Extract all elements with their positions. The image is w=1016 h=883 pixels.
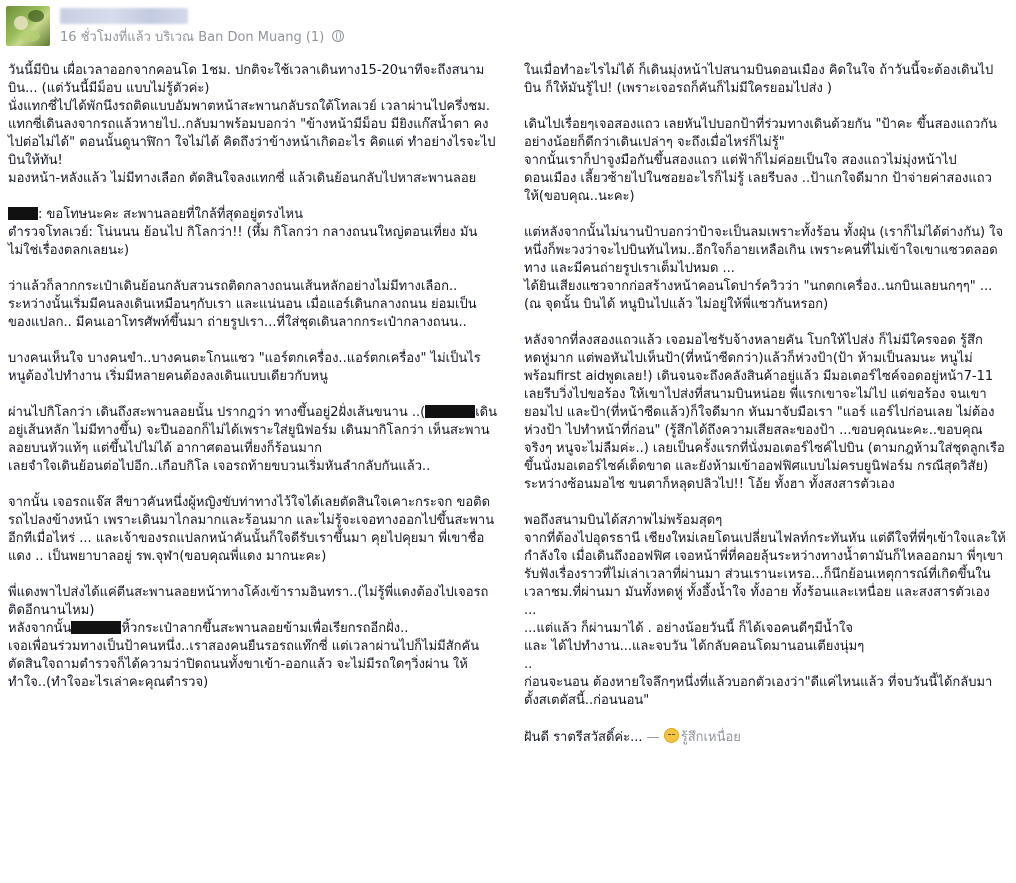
feeling-label[interactable]: รู้สึกเหนื่อย — [680, 730, 741, 745]
paragraph: ในเมื่อทำอะไรไม่ได้ ก็เดินมุ่งหน้าไปสนามบินดอนเมือง คิดในใจ ถ้าวันนี้จะต้องเดินไปบิน ก็ให้มันรู้ไป! (เพราะเจอรถก็คันก็ไม่มีใครยอมไปส่ง ) — [524, 63, 994, 96]
closing-text: ฝันดี ราตรีสวัสดิ์ค่ะ... — [524, 730, 643, 745]
post-meta — [60, 30, 344, 46]
paragraph: แต่หลังจากนั้นไม่นานป้าบอกว่าป้าจะเป็นลมเพราะทั้งร้อน ทั้งฝุ่น (เราก็ไม่ได้ต่างกัน) ใจหนึ่งก็พะวงว่าจะไปบินทันไหม..อีกใจก็อายเหลือเกิน เพราะคนที่ไม่เข้าใจเขาแซวตลอดทาง และมีคนถ่ายรูปเราเต็มไปหมด ... ได้ยินเสียงแซวจากก่อสร้างหน้าคอนโดปาร์ควิวว่า "นกตกเครื่อง..นกบินเลยนกๆๆ" ...(ณ จุดนั้น บินได้ หนูบินไปแล้ว ไม่อยู่ให้พี่แซวกันหรอก) — [524, 225, 1004, 312]
redacted-name — [425, 405, 475, 418]
post-text-left-column — [8, 62, 498, 692]
paragraph: จากนั้น เจอรถแจ๊ส สีขาวคันหนึ่งผู้หญิงขับท่าทางไว้ใจได้เลยตัดสินใจเคาะกระจก ขอติดรถไปลงข้างหน้า เพราะเดินมาไกลมากและร้อนมาก และไม่รู้จะเจอทางออกไปขึ้นสะพานอีกทีเมื่อไหร่ ... และเจ้าของรถแปลกหน้าคันนั้นก็ใจดีรับเราขึ้นมา คุยไปคุยมา พี่เขาชื่อแดง .. เป็นพยาบาลอยู่ รพ.จุฬา(ขอบคุณพี่แดง มากนะคะ) — [8, 495, 495, 564]
post-text-right-column — [524, 62, 1006, 747]
author-name-blurred[interactable] — [60, 8, 188, 24]
paragraph: บางคนเห็นใจ บางคนขำ..บางคนตะโกนแซว "แอร์ตกเครื่อง..แอร์ตกเครื่อง" ไม่เป็นไร หนูต้องไปทำงาน เริ่มมีหลายคนต้องลงเดินแบบเดียวกับหนู — [8, 351, 481, 384]
redacted-name — [71, 621, 121, 634]
paragraph: ผ่านไปกิโลกว่า เดินถึงสะพานลอยนั้น ปรากฎว่า ทางขึ้นอยู่2ฝั่งเส้นขนาน ..( เดินอยู่เส้นหลัก ไม่มีทางขึ้น) จะปีนออกก็ไม่ได้เพราะใส่ยูนิฟอร์ม เดินมากิโลกว่า เห็นสะพานลอยบนหัวแท้ๆ แต่ขึ้นไปไม่ได้ อากาศตอนเที่ยงก็ร้อนมาก เลยจำใจเดินย้อนต่อไปอีก..เกือบกิโล เจอรถท้ายขบวนเริ่มหันลำกลับกันแล้ว.. — [8, 405, 497, 474]
globe-icon[interactable] — [332, 30, 344, 42]
paragraph: : ขอโทษนะคะ สะพานลอยที่ใกล้ที่สุดอยู่ตรงไหน ตำรวจโทลเวย์: โน่นนน ย้อนไป กิโลกว่า!! (หึ้ม กิโลกว่า กลางถนนใหญ่ตอนเที่ยง มันไม่ใช่เรื่องตลกเลยนะ) — [8, 207, 478, 258]
author-avatar[interactable] — [6, 6, 50, 46]
paragraph: พี่แดงพาไปส่งได้แค่ตีนสะพานลอยหน้าทางโค้งเข้ารามอินทรา..(ไม่รู้พี่แดงต้องไปเจอรถติดอีกนานไหม) หลังจากนั้น หิ้วกระเป๋าลากขึ้นสะพานลอยข้ามเพื่อเรียกรถอีกฝั่ง.. เจอเพื่อนร่วมทางเป็นป้าคนหนึ่ง..เราสองคนยืนรอรถแท๊กซี่ แต่เวลาผ่านไปก็ไม่มีสักคัน ตัดสินใจถามตำรวจก็ได้ความว่าปิดถนนทั้งขาเข้า-ออกแล้ว จะไม่มีรถใดๆวิ่งผ่าน ให้ทำใจ..(ทำใจอะไรเล่าคะคุณตำรวจ) — [8, 585, 489, 690]
closing-line — [524, 728, 1006, 747]
paragraph: พอถึงสนามบินได้สภาพไม่พร้อมสุดๆ จากที่ต้องไปอุดรธานี เชียงใหม่เลยโดนเปลี่ยนไฟลท์กระทันหัน แต่ดีใจที่พี่ๆเข้าใจและให้กำลังใจ เมื่อเดินถึงออฟฟิศ เจอหน้าพี่ที่คอยลุ้นระหว่างทางน้ำตามันก็ไหลออกมา พี่ๆเขารับฟังเรื่องราวที่ไม่เล่าเวลาที่ผ่านมา ส่วนเรานะเหรอ...ก็นึกย้อนเหตุการณ์ที่เกิดขึ้นในเวลาชม.ที่ผ่านมา มันทั้งหดหู่ ทั้งอึ้งน้ำใจ ทั้งอาย ทั้งร้อนและเหนื่อย และสงสารตัวเอง ... ...แต่แล้ว ก็ผ่านมาได้ . อย่างน้อยวันนี้ ก็ได้เจอคนดีๆมีน้ำใจ และ ได้ไปทำงาน...และจบวัน ได้กลับคอนโดมานอนเตียงนุ่มๆ .. ก่อนจะนอน ต้องหายใจลึกๆหนึ่งที่แล้วบอกตัวเองว่า"ดีแค่ไหนแล้ว ที่จบวันนี้ได้กลับมาตั้งสเตตัสนี้..ก่อนนอน" — [524, 513, 1006, 708]
tired-face-emoji-icon — [664, 728, 679, 743]
paragraph: หลังจากที่ลงสองแถวแล้ว เจอมอไซรับจ้างหลายคัน โบกให้ไปส่ง ก็ไม่มีใครจอด รู้สึกหดหู่มาก แต่พอหันไปเห็นป้า(ที่หน้าซีดกว่า)แล้วก็ห่วงป้า(ป้า ห้ามเป็นลมนะ หนูไม่พร้อมfirst aidพูดเลย!) เดินจนจะถึงคลังสินค้าอยู่แล้ว มีมอเตอร์ไซค์จอดอยู่หน้า7-11 เลยรีบวิ่งไปขอร้อง ให้เขาไปส่งที่สนามบินหน่อย พี่แรกเขาจะไม่ไป แต่ขอร้อง จนเขายอมไป และป้า(ที่หน้าซีดแล้ว)ก็ใจดีมาก หันมาจับมือเรา "แอร์ แอร์ไปก่อนเลย ไม่ต้องห่วงป้า ไปทำหน้าที่ก่อน" (รู้สึกได้ถึงความเสียสละของป้า ...ขอบคุณนะคะ..ขอบคุณจริงๆ หนูจะไม่ลืมค่ะ..) เลยเป็นครั้งแรกที่นั่งมอเตอร์ไซค์ไปบิน (ตามกฎห้ามใส่ชุดลูกเรือขึ้นนั่งมอเตอร์ไซค์เด็ดขาด และยังห้ามเข้าออฟฟิศแบบไม่ครบยูนิฟอร์ม กรณีสุดวิสัย) ระหว่างซ้อนมอไซ ขนตาก็หลุดปลิวไป!! โอ้ย ทั้งฮา ทั้งสงสารตัวเอง — [524, 333, 1005, 492]
paragraph: วันนี้มีบิน เผื่อเวลาออกจากคอนโด 1ชม. ปกติจะใช้เวลาเดินทาง15-20นาทีจะถึงสนามบิน... (แต่วันนี้มีม็อบ แบบไม่รู้ตัวค่ะ) นั่งแทกซี่ไปได้พักนึงรถติดแบบอัมพาตหน้าสะพานกลับรถใต้โทลเวย์ เวลาผ่านไปครึ่งชม. แทกซี่เดินลงจากรถแล้วหายไป..กลับมาพร้อมบอกว่า "ข้างหน้ามีม็อบ มียิงแก๊สน้ำตา คงไปต่อไม่ได้" ตอนนั้นดูนาฬิกา ใจไม่ได้ คิดถึงว่าข้างหน้าเกิดอะไร คิดแต่ ทำอย่างไรจะไปบินให้ทัน! มองหน้า-หลังแล้ว ไม่มีทางเลือก ตัดสินใจลงแทกซี่ แล้วเดินย้อนกลับไปหาสะพานลอย — [8, 63, 496, 186]
post-header — [0, 0, 1016, 52]
redacted-name — [8, 207, 38, 220]
feeling-separator: — — [646, 730, 660, 745]
paragraph: ว่าแล้วก็ลากกระเป๋าเดินย้อนกลับสวนรถติดกลางถนนเส้นหลักอย่างไม่มีทางเลือก.. ระหว่างนั้นเริ่มมีคนลงเดินเหมือนๆกับเรา และแน่นอน เมื่อแอร์เดินกลางถนน ย่อมเป็นของแปลก.. มีคนเอาโทรศัพท์ขึ้นมา ถ่ายรูปเรา...ที่ใส่ชุดเดินลากกระเป๋ากลางถนน.. — [8, 279, 477, 330]
paragraph: เดินไปเรื่อยๆเจอสองแถว เลยหันไปบอกป้าที่ร่วมทางเดินด้วยกัน "ป้าคะ ขึ้นสองแถวกัน อย่างน้อยก็ดีกว่าเดินเปล่าๆ จะถึงเมื่อไหร่ก็ไม่รู้" จากนั้นเราก็ปาจูงมือกันขึ้นสองแถว แต่ฟ้าก็ไม่ค่อยเป็นใจ สองแถวไม่มุ่งหน้าไปดอนเมือง เลี้ยวซ้ายไปในซอยอะไรก็ไม่รู้ เลยรีบลง ..ป้าแกใจดีมาก ป้าจ่ายค่าสองแถวให้(ขอบคุณ..นะคะ) — [524, 117, 997, 204]
post-timestamp-location[interactable]: 16 ชั่วโมงที่แล้ว บริเวณ Ban Don Muang (1) — [60, 30, 325, 45]
